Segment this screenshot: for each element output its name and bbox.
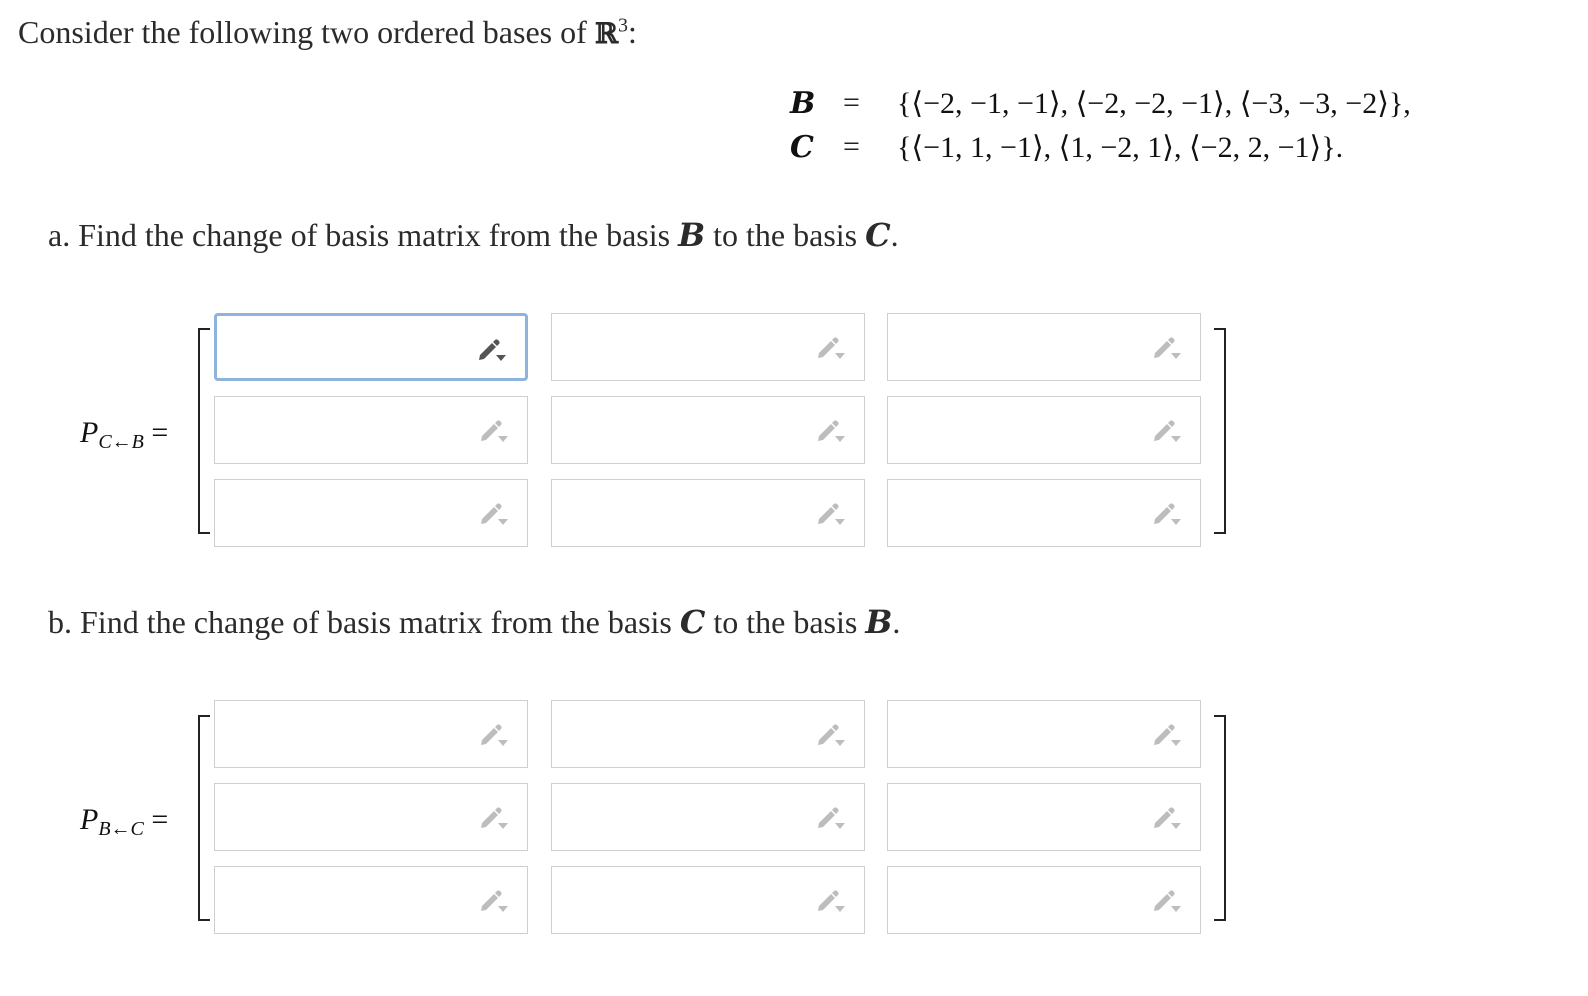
space-symbol: ℝ [594,17,619,50]
question-b-prefix: b. Find the change of basis matrix from the basis [48,604,680,640]
pencil-dropdown-icon[interactable] [816,334,846,360]
matrix-a-cell-r2-c3[interactable] [887,396,1201,464]
pencil-dropdown-icon[interactable] [1152,417,1182,443]
matrix-a-cell-r1-c1[interactable] [214,313,528,381]
pencil-dropdown-icon[interactable] [477,336,507,362]
pencil-dropdown-icon[interactable] [1152,804,1182,830]
pencil-dropdown-icon[interactable] [479,417,509,443]
basis-B-equals: = [843,86,860,119]
matrix-a-cell-r3-c3[interactable] [887,479,1201,547]
pencil-dropdown-icon[interactable] [479,804,509,830]
pencil-dropdown-icon[interactable] [1152,887,1182,913]
pencil-dropdown-icon[interactable] [479,887,509,913]
matrix-a-cell-r2-c2[interactable] [551,396,865,464]
matrix-b-cell-r1-c2[interactable] [551,700,865,768]
intro-label: Consider the following two ordered bases of [18,14,595,50]
matrix-b-cell-r1-c1[interactable] [214,700,528,768]
matrix-b-label-eq: = [143,803,169,836]
matrix-a-cell-r3-c2[interactable] [551,479,865,547]
basis-B-row [790,86,815,121]
question-b-suffix: . [892,604,901,640]
matrix-b-cell-r3-c1[interactable] [214,866,528,934]
pencil-dropdown-icon[interactable] [816,417,846,443]
matrix-a-right-bracket [1214,328,1226,534]
matrix-a-cell-r1-c2[interactable] [551,313,865,381]
intro-text [18,14,637,51]
basis-C-symbol: C [790,130,814,165]
question-a-suffix: . [890,217,899,253]
matrix-b-label-P: P [80,803,99,836]
matrix-b-cell-r2-c2[interactable] [551,783,865,851]
matrix-b-label-sub: B←C [98,818,144,840]
question-b-middle: to the basis [705,604,866,640]
matrix-a-left-bracket [198,328,210,534]
pencil-dropdown-icon[interactable] [1152,721,1182,747]
intro-colon: : [628,14,637,50]
matrix-a-cell-r1-c3[interactable] [887,313,1201,381]
pencil-dropdown-icon[interactable] [479,721,509,747]
pencil-dropdown-icon[interactable] [1152,334,1182,360]
matrix-b-left-bracket [198,715,210,921]
matrix-a-label [80,416,169,453]
matrix-a-cell-r3-c1[interactable] [214,479,528,547]
matrix-b-cell-r1-c3[interactable] [887,700,1201,768]
pencil-dropdown-icon[interactable] [816,804,846,830]
matrix-a-label-sub: C←B [98,431,144,453]
question-a-prefix: a. Find the change of basis matrix from the basis [48,217,679,253]
matrix-b-cell-r2-c3[interactable] [887,783,1201,851]
pencil-dropdown-icon[interactable] [479,500,509,526]
basis-B-symbol: B [790,86,816,121]
basis-C-equals: = [843,130,860,163]
matrix-a-cell-r2-c1[interactable] [214,396,528,464]
question-a-to: C [865,216,891,254]
basis-B-value: {⟨−2, −1, −1⟩, ⟨−2, −2, −1⟩, ⟨−3, −3, −2⟩}, [897,87,1411,120]
question-b [48,603,900,641]
matrix-a-label-P: P [80,416,99,449]
pencil-dropdown-icon[interactable] [816,721,846,747]
matrix-b-cell-r2-c1[interactable] [214,783,528,851]
pencil-dropdown-icon[interactable] [816,500,846,526]
pencil-dropdown-icon[interactable] [1152,500,1182,526]
matrix-a-label-eq: = [143,416,169,449]
space-exponent: 3 [618,14,629,37]
question-b-from: C [679,603,706,641]
matrix-b-label [80,803,169,840]
matrix-b-cell-r3-c2[interactable] [551,866,865,934]
question-a-middle: to the basis [705,217,866,253]
basis-C-value: {⟨−1, 1, −1⟩, ⟨1, −2, 1⟩, ⟨−2, 2, −1⟩}. [897,131,1344,164]
basis-C-row [790,130,814,165]
pencil-dropdown-icon[interactable] [816,887,846,913]
matrix-b-right-bracket [1214,715,1226,921]
question-a [48,216,899,254]
matrix-b-cell-r3-c3[interactable] [887,866,1201,934]
question-a-from: B [678,216,706,254]
question-b-to: B [865,603,893,641]
